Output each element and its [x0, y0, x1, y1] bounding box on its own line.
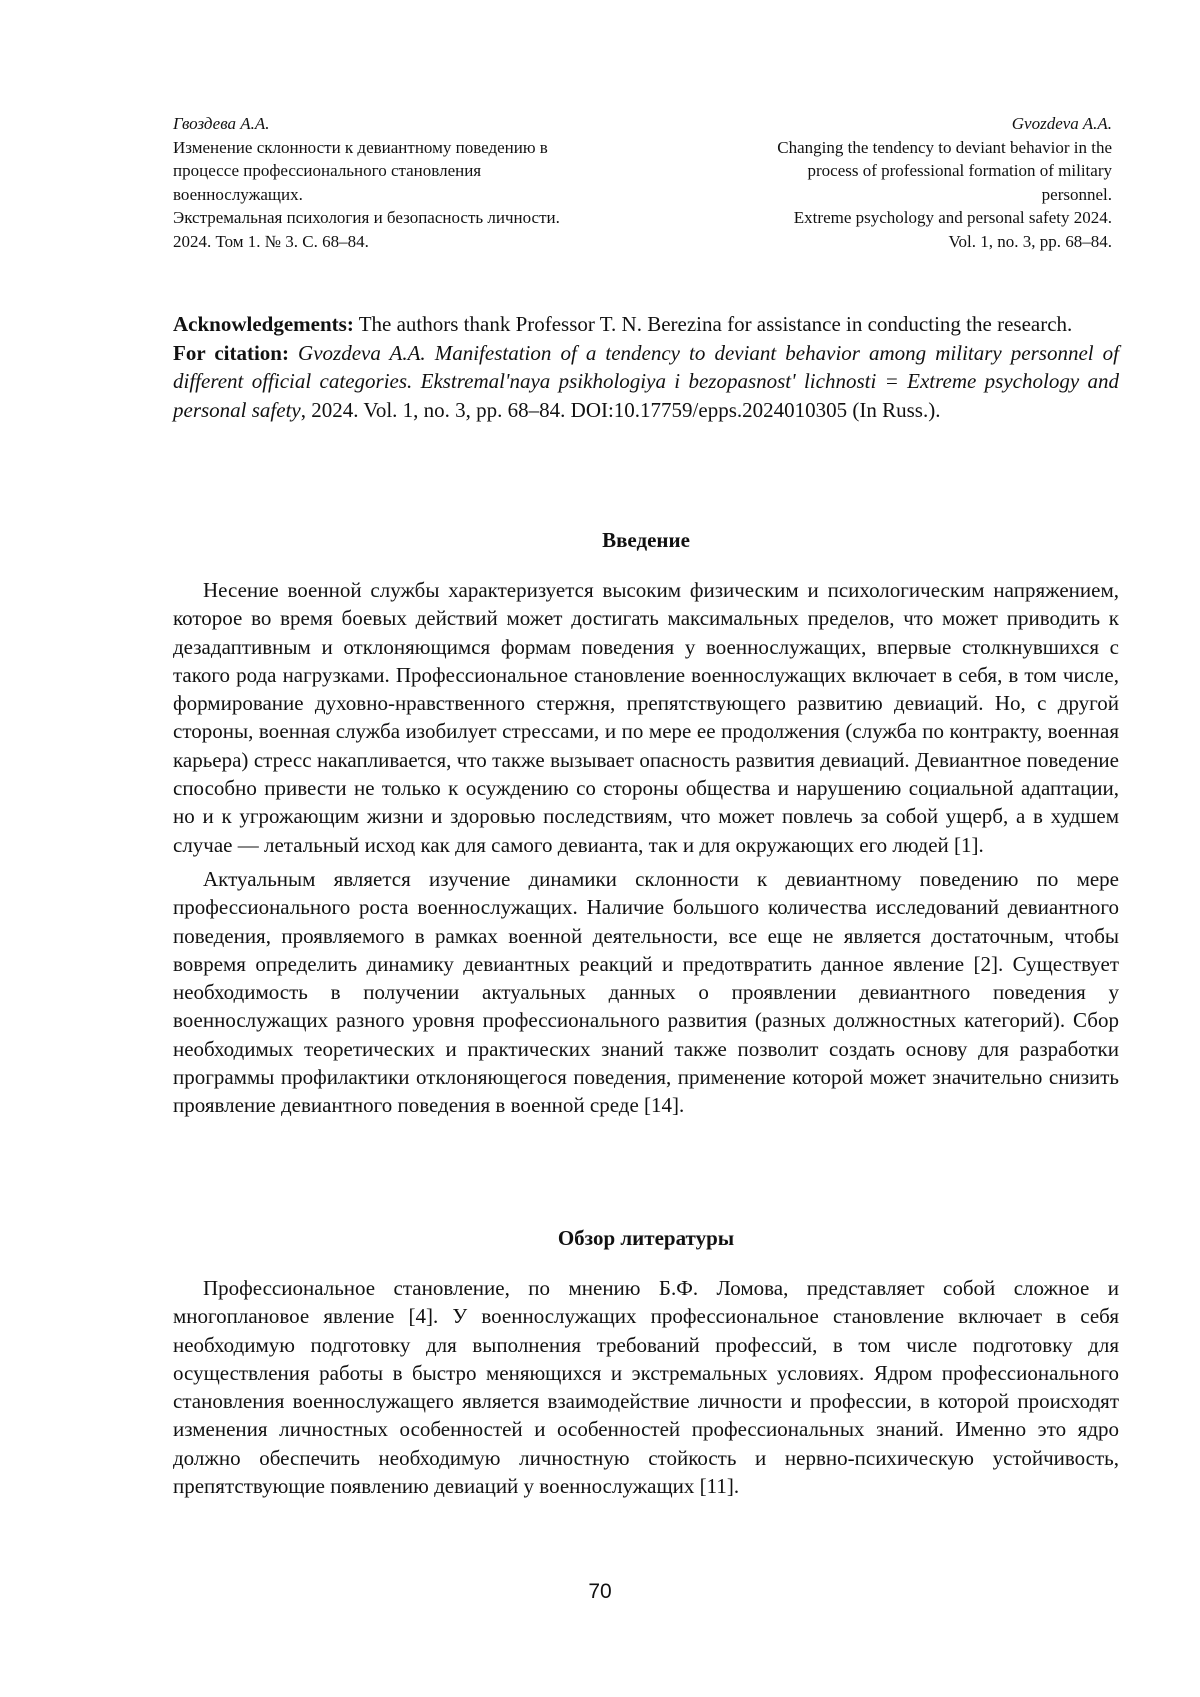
- header-author-ru: Гвоздева А.А.: [173, 114, 270, 133]
- section-body-literature-review: [173, 1274, 1119, 1500]
- header-line: процессе профессионального становления: [173, 161, 482, 180]
- acknowledgements-label: Acknowledgements:: [173, 312, 354, 336]
- header-line: Changing the tendency to deviant behavior in the: [777, 137, 1112, 157]
- header-line: personnel.: [1041, 184, 1112, 204]
- body-paragraph: Профессиональное становление, по мнению Б.Ф. Ломова, представляет собой сложное и многоплановое явление [4]. У военнослужащих профессиональное становление включает в себя необходимую подготовку для выполнения требований профессий, в том числе подготовку для осуществления работы в быстро меняющихся и экстремальных условиях. Ядром профессионального становления военнослужащего является взаимодействие личности и профессии, в которой происходят изменения личностных особенностей и особенностей профессиональных знаний. Именно это ядро должно обеспечить необходимую личностную стойкость и нервно-психическую устойчивость, препятствующие появлению девиаций у военнослужащих [11].: [173, 1276, 1119, 1499]
- citation-rest-text: , 2024. Vol. 1, no. 3, pp. 68–84. DOI:10.17759/epps.2024010305 (In Russ.).: [300, 397, 941, 422]
- header-line: Vol. 1, no. 3, pp. 68–84.: [948, 231, 1112, 251]
- header-line: 2024. Том 1. № 3. С. 68–84.: [173, 231, 369, 251]
- citation-label: For citation:: [173, 340, 289, 365]
- body-paragraph: Несение военной службы характеризуется высоким физическим и психологическим напряжением, которое во время боевых действий может достигать максимальных пределов, что может приводить к дезадаптивным и отклоняющимся формам поведения у военнослужащих, впервые столкнувшихся с такого рода нагрузками. Профессиональное становление военнослужащих включает в себя, в том числе, формирование духовно-нравственного стержня, препятствующего развитию девиаций. Но, с другой стороны, военная служба изобилует стрессами, и по мере ее продолжения (служба по контракту, военная карьера) стресс накапливается, что также вызывает опасность развития девиаций. Девиантное поведение способно привести не только к осуждению со стороны общества и нарушению социальной адаптации, но и к угрожающим жизни и здоровью последствиям, что может повлечь за собой ущерб, а в худшем случае — летальный исход как для самого девианта, так и для окружающих его людей [1].: [173, 578, 1119, 857]
- acknowledgements: [173, 310, 1119, 339]
- front-matter: [173, 310, 1119, 424]
- header-line: Extreme psychology and personal safety 2024.: [793, 208, 1112, 227]
- header-line: Изменение склонности к девиантному поведению в: [173, 137, 548, 157]
- header-line: Экстремальная психология и безопасность личности.: [173, 208, 560, 227]
- citation: [173, 339, 1119, 425]
- section-title-introduction: Введение: [602, 528, 690, 552]
- citation-italic-text: Gvozdeva A.A. Manifestation of a tendency to deviant behavior among military personnel of different official categories. Ekstremal'naya psikhologiya i bezopasnost' lichnosti = Extreme psychology and personal safety: [173, 340, 1119, 422]
- section-title-literature-review: Обзор литературы: [557, 1226, 735, 1250]
- running-header-en: [642, 112, 1112, 253]
- section-body-introduction: [173, 576, 1119, 1120]
- running-header-ru: [173, 112, 643, 253]
- header-line: военнослужащих.: [173, 184, 303, 204]
- header-line: process of professional formation of military: [807, 161, 1112, 180]
- page-number: 70: [588, 1580, 612, 1603]
- header-author-en: Gvozdeva A.A.: [1011, 114, 1112, 133]
- body-paragraph: Актуальным является изучение динамики склонности к девиантному поведению по мере профессионального роста военнослужащих. Наличие большого количества исследований девиантного поведения, проявляемого в рамках военной деятельности, все еще не является достаточным, чтобы вовремя определить динамику девиантных реакций и предотвратить данное явление [2]. Существует необходимость в получении актуальных данных о проявлении девиантного поведения у военнослужащих разного уровня профессионального развития (разных должностных категорий). Сбор необходимых теоретических и практических знаний также позволит создать основу для разработки программы профилактики отклоняющегося поведения, применение которой может значительно снизить проявление девиантного поведения в военной среде [14].: [173, 866, 1119, 1118]
- acknowledgements-text: The authors thank Professor T. N. Berezina for assistance in conducting the research.: [353, 312, 1073, 336]
